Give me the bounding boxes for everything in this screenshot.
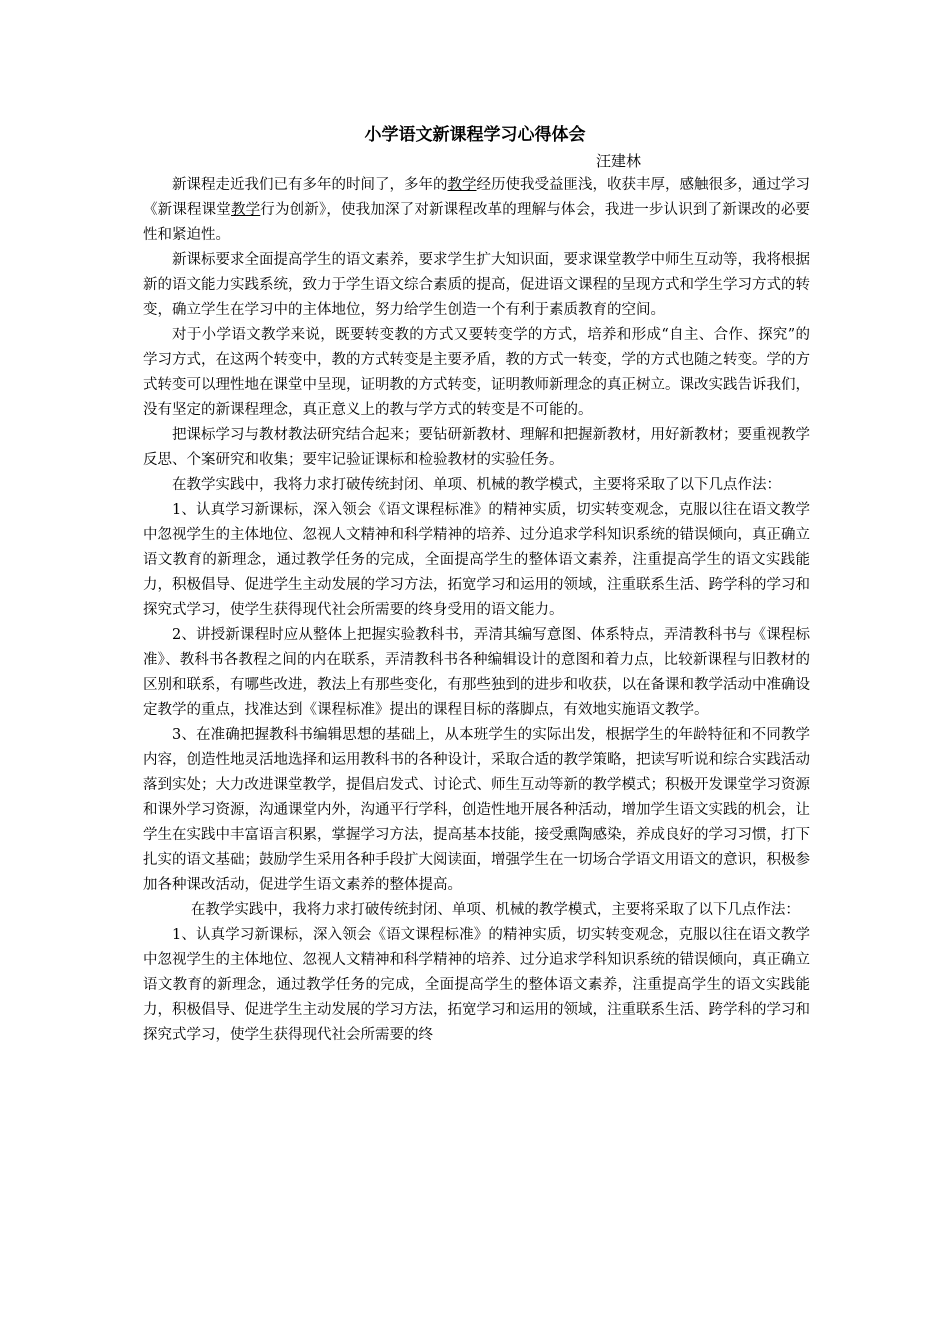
text-run: 行为创新》，使我加深了对新课程改革的理解与体会，我进一步认识到了新课改的必要性和紧迫性。 bbox=[143, 202, 811, 243]
paragraph: 1、认真学习新课标，深入领会《语文课程标准》的精神实质，切实转变观念，克服以往在语文教学中忽视学生的主体地位、忽视人文精神和科学精神的培养、过分追求学科知识系统的错误倾向，真正确立语文教育的新理念，通过教学任务的完成，全面提高学生的整体语文素养，注重提高学生的语文实践能力，积极倡导、促进学生主动发展的学习方法，拓宽学习和运用的领域，注重联系生活、跨学科的学习和探究式学习，使学生获得现代社会所需要的终 bbox=[143, 927, 810, 1043]
document-body bbox=[143, 173, 810, 1048]
paragraph: 对于小学语文教学来说，既要转变教的方式又要转变学的方式，培养和形成“自主、合作、探究”的学习方式，在这两个转变中，教的方式转变是主要矛盾，教的方式一转变，学的方式也随之转变。学的方式转变可以理性地在课堂中呈现，证明教的方式转变，证明教师新理念的真正树立。课改实践告诉我们，没有坚定的新课程理念，真正意义上的教与学方式的转变是不可能的。 bbox=[143, 327, 810, 418]
paragraph: 在教学实践中，我将力求打破传统封闭、单项、机械的教学模式，主要将采取了以下几点作法： bbox=[190, 902, 800, 918]
document-title: 小学语文新课程学习心得体会 bbox=[364, 125, 586, 145]
link-teaching[interactable]: 教学 bbox=[230, 202, 261, 218]
paragraph: 1、认真学习新课标，深入领会《语文课程标准》的精神实质，切实转变观念，克服以往在语文教学中忽视学生的主体地位、忽视人文精神和科学精神的培养、过分追求学科知识系统的错误倾向，真正确立语文教育的新理念，通过教学任务的完成，全面提高学生的整体语文素养，注重提高学生的语文实践能力，积极倡导、促进学生主动发展的学习方法，拓宽学习和运用的领域，注重联系生活、跨学科的学习和探究式学习，使学生获得现代社会所需要的终身受用的语文能力。 bbox=[143, 502, 810, 618]
paragraph: 把课标学习与教材教法研究结合起来；要钻研新教材、理解和把握新教材，用好新教材；要重视教学反思、个案研究和收集；要牢记验证课标和检验教材的实验任务。 bbox=[143, 427, 810, 468]
paragraph: 3、在准确把握教科书编辑思想的基础上，从本班学生的实际出发，根据学生的年龄特征和不同教学内容，创造性地灵活地选择和运用教科书的各种设计，采取合适的教学策略，把读写听说和综合实践活动落到实处；大力改进课堂教学，提倡启发式、讨论式、师生互动等新的教学模式；积极开发课堂学习资源和课外学习资源，沟通课堂内外，沟通平行学科，创造性地开展各种活动，增加学生语文实践的机会，让学生在实践中丰富语言积累，掌握学习方法，提高基本技能，接受熏陶感染，养成良好的学习习惯，打下扎实的语文基础；鼓励学生采用各种手段扩大阅读面，增强学生在一切场合学语文用语文的意识，积极参加各种课改活动，促进学生语文素养的整体提高。 bbox=[143, 727, 810, 893]
paragraph: 新课标要求全面提高学生的语文素养，要求学生扩大知识面，要求课堂教学中师生互动等，我将根据新的语文能力实践系统，致力于学生语文综合素质的提高，促进语文课程的呈现方式和学生学习方式的转变，确立学生在学习中的主体地位，努力给学生创造一个有利于素质教育的空间。 bbox=[143, 252, 810, 318]
paragraph-intro bbox=[143, 173, 810, 248]
text-run: 经历使我受益匪浅，收获丰厚，感触很多，通过学习《新课程课堂 bbox=[143, 177, 810, 218]
link-teaching[interactable]: 教学 bbox=[447, 177, 477, 193]
text-run: 新课程走近我们已有多年的时间了，多年的 bbox=[172, 177, 448, 193]
paragraph: 2、讲授新课程时应从整体上把握实验教科书，弄清其编写意图、体系特点，弄清教科书与《课程标准》、教科书各教程之间的内在联系，弄清教科书各种编辑设计的意图和着力点，比较新课程与旧教材的区别和联系，有哪些改进，教法上有那些变化，有那些独到的进步和收获，以在备课和教学活动中准确设定教学的重点，找准达到《课程标准》提出的课程目标的落脚点，有效地实施语文教学。 bbox=[143, 627, 810, 718]
document-author: 汪建林 bbox=[596, 152, 642, 170]
paragraph: 在教学实践中，我将力求打破传统封闭、单项、机械的教学模式，主要将采取了以下几点作法： bbox=[172, 477, 781, 493]
